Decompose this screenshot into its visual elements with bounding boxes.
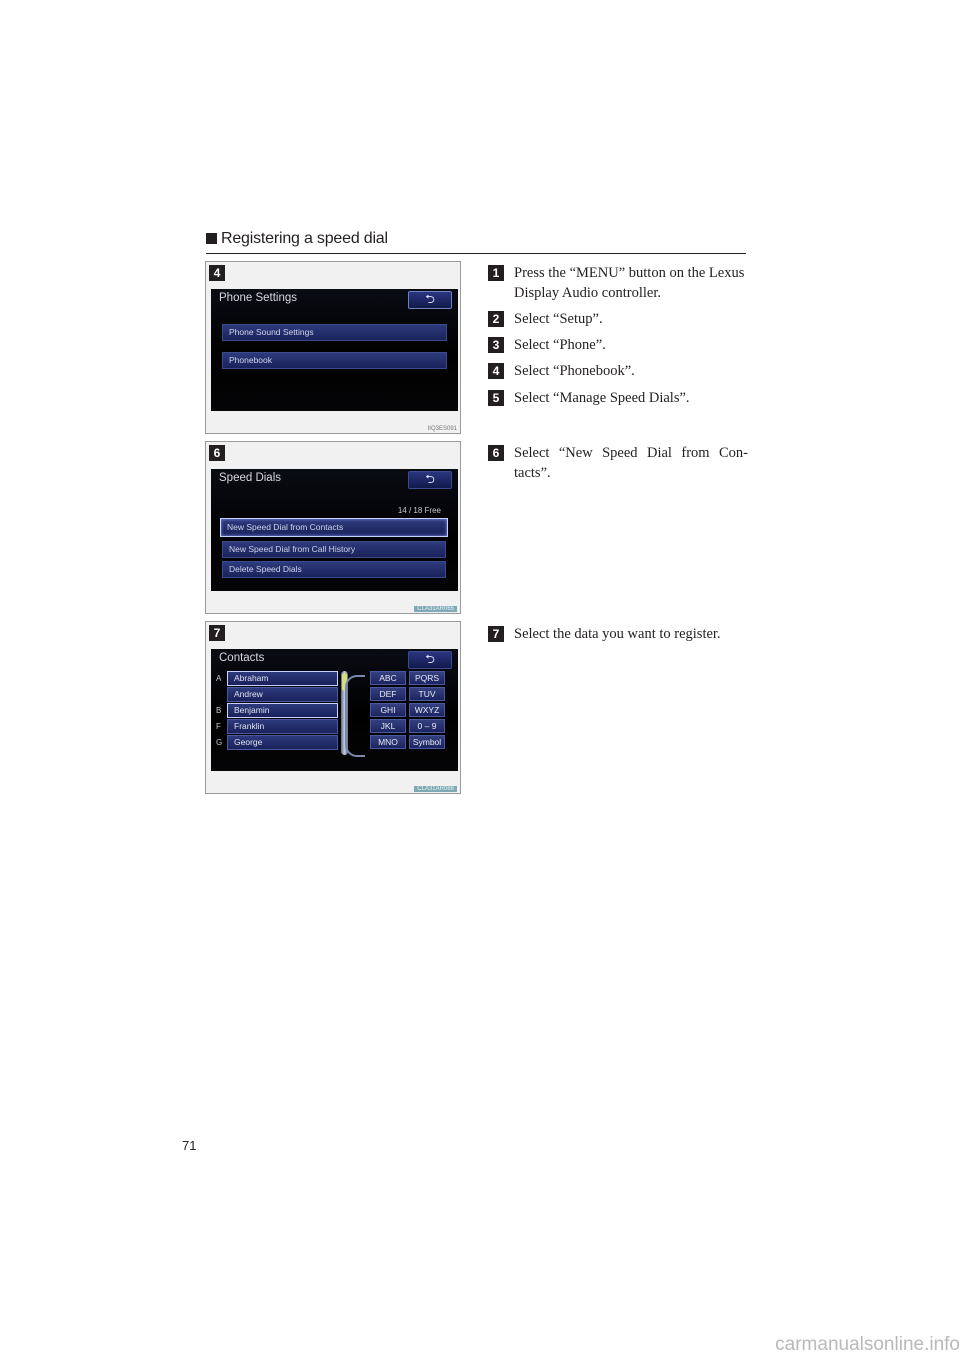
new-speed-dial-from-contacts-button[interactable]: New Speed Dial from Contacts [220,518,448,537]
figure-step-number: 6 [209,445,225,461]
step-text: Select “Setup”. [514,311,603,327]
phonebook-button[interactable]: Phonebook [222,352,447,369]
figure-step-number: 4 [209,265,225,281]
step-text: Press the “MENU” button on the Lexus Display Audio controller. [514,265,745,301]
screen-title: Phone Settings [219,292,298,304]
contact-item[interactable]: George [227,735,338,750]
figure-contacts [205,621,461,794]
step-number: 5 [488,390,504,406]
contact-item[interactable]: Abraham [227,671,338,686]
index-letter: B [216,706,222,715]
step-number: 3 [488,337,504,353]
figure-code: IIQ3ES091 [427,426,457,432]
contact-item[interactable]: Franklin [227,719,338,734]
phone-settings-screen [211,289,458,411]
step-number: 4 [488,363,504,379]
key-ghi[interactable]: GHI [370,703,406,717]
back-button[interactable] [408,651,452,669]
section-title-text: Registering a speed dial [221,230,388,247]
back-button[interactable] [408,291,452,309]
section-divider [206,253,746,254]
step-text: Select “Phone”. [514,337,606,353]
step-number: 7 [488,626,504,642]
back-button[interactable] [408,471,452,489]
figure-speed-dials [205,441,461,614]
screen-title: Speed Dials [219,472,282,484]
step-text: Select the data you want to register. [514,626,721,642]
figure-code: CLA31AR065 [414,606,457,612]
step-3 [488,335,748,355]
step-text: Select “Phonebook”. [514,363,635,379]
step-5 [488,388,748,408]
contact-item[interactable]: Andrew [227,687,338,702]
speed-dials-screen [211,469,458,591]
key-jkl[interactable]: JKL [370,719,406,733]
delete-speed-dials-button[interactable]: Delete Speed Dials [222,561,446,578]
index-letter: A [216,674,222,683]
step-number: 6 [488,445,504,461]
key-0-9[interactable]: 0 – 9 [409,719,445,733]
key-mno[interactable]: MNO [370,735,406,749]
free-count: 14 / 18 Free [397,506,441,515]
key-symbol[interactable]: Symbol [409,735,445,749]
step-1 [488,263,748,303]
figure-step-number: 7 [209,625,225,641]
return-arrow-icon: ⮌ [425,292,435,306]
index-letter: G [216,738,223,747]
square-bullet-icon [206,233,217,244]
step-text: Select “New Speed Dial from Con-tacts”. [514,445,748,481]
step-4 [488,361,748,381]
phone-sound-settings-button[interactable]: Phone Sound Settings [222,324,447,341]
index-letter: F [216,722,221,731]
page-number: 71 [182,1138,197,1153]
key-def[interactable]: DEF [370,687,406,701]
watermark: carmanualsonline.info [775,1334,960,1355]
step-text: Select “Manage Speed Dials”. [514,390,690,406]
key-tuv[interactable]: TUV [409,687,445,701]
step-number: 2 [488,311,504,327]
new-speed-dial-from-call-history-button[interactable]: New Speed Dial from Call History [222,541,446,558]
step-number: 1 [488,265,504,281]
figure-phone-settings [205,261,461,434]
contact-item[interactable]: Benjamin [227,703,338,718]
scroll-arc-decoration [345,675,365,757]
contacts-screen [211,649,458,771]
key-pqrs[interactable]: PQRS [409,671,445,685]
key-wxyz[interactable]: WXYZ [409,703,445,717]
step-7 [488,624,748,644]
key-abc[interactable]: ABC [370,671,406,685]
step-6 [488,443,748,483]
figure-code: CLA31AR066 [414,786,457,792]
return-arrow-icon: ⮌ [425,652,435,666]
step-2 [488,309,748,329]
screen-title: Contacts [219,652,265,664]
return-arrow-icon: ⮌ [425,472,435,486]
section-title [206,230,388,248]
